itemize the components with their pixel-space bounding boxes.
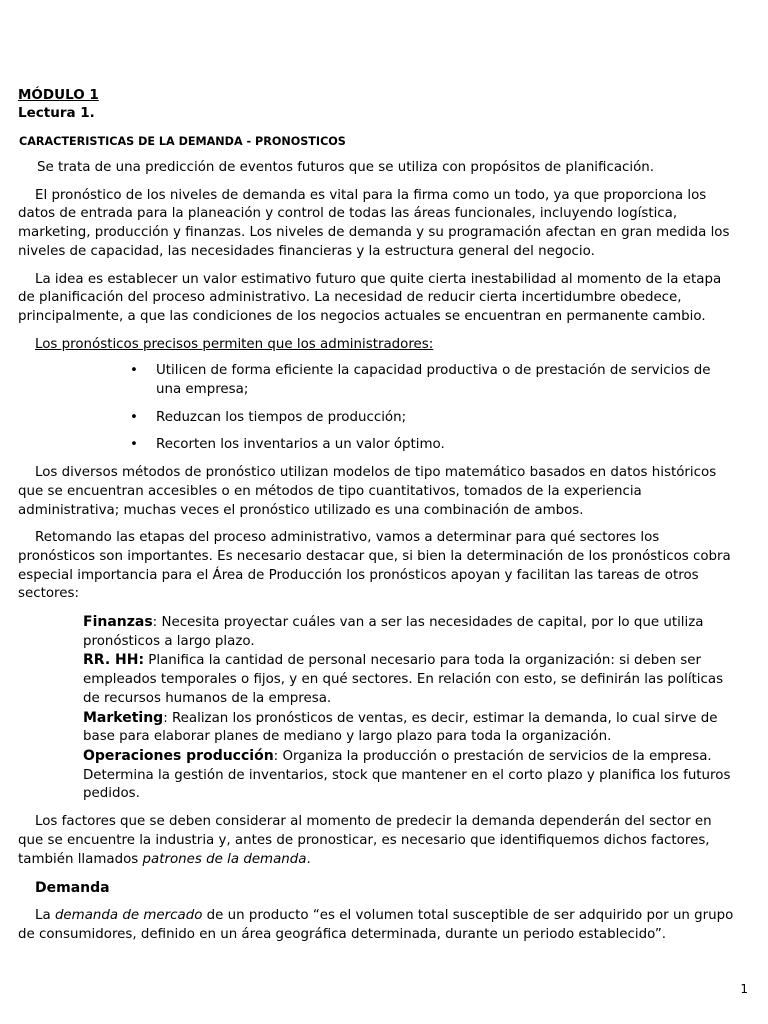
sector-text: : Necesita proyectar cuáles van a ser las necesidades de capital, por lo que utiliza pronósticos a largo plazo. [83,615,704,649]
section-heading-demanda: Demanda [35,880,110,897]
intro-paragraph [18,159,734,178]
bullet-list [18,362,734,455]
reading-title: Lectura 1. [18,105,95,121]
bullet-icon: • [130,437,138,453]
paragraph-4: Los diversos métodos de pronóstico utilizan modelos de tipo matemático basados en datos históricos que se encuentran accesibles o en métodos de tipo cuantitativos, tomados de la experiencia administrativa; muchas veces el pronóstico utilizado es una combinación de ambos. [18,465,717,518]
module-title: MÓDULO 1 [18,87,99,103]
list-item [18,409,734,428]
topic-heading: CARACTERISTICAS DE LA DEMANDA - PRONOSTICOS [19,135,346,148]
paragraph-6-end: . [306,851,311,867]
sector-name: Operaciones producción [83,747,274,764]
paragraph-6-text: Los factores que se deben considerar al momento de predecir la demanda dependerán del sector en que se encuentre la industria y, antes de pronosticar, es necesario que identifiquemos dichos factores, también llamados [18,814,712,867]
page-number: 1 [740,982,748,996]
paragraph-7-emphasis: demanda de mercado [54,907,203,923]
sector-item [83,747,734,804]
paragraph-1: El pronóstico de los niveles de demanda es vital para la firma como un todo, ya que proporciona los datos de entrada para la planeación y control de todas las áreas funcionales, incluyendo logística, marketing, producción y finanzas. Los niveles de demanda y su programación afectan en gran medida los niveles de capacidad, las necesidades financieras y la estructura general del negocio. [18,187,730,259]
paragraph-7 [18,907,734,944]
sector-item [83,613,734,651]
list-item [18,436,734,455]
list-item-text: Recorten los inventarios a un valor óptimo. [156,437,445,453]
sectors-list [83,613,734,804]
sector-name: RR. HH: [83,652,145,669]
sector-text: Planifica la cantidad de personal necesario para toda la organización: si deben ser empleados temporales o fijos, y en qué sectores. En relación con esto, se definirán las políticas de recursos humanos de la empresa. [83,653,724,706]
paragraph-6-emphasis: patrones de la demanda [142,851,307,867]
paragraph-6 [18,813,734,869]
intro-text: Se trata de una predicción de eventos futuros que se utiliza con propósitos de planificación. [37,160,655,175]
sector-text: : Organiza la producción o prestación de servicios de la empresa. Determina la gestión de inventarios, stock que mantener en el corto plazo y planifica los futuros pedidos. [83,748,731,802]
paragraph-2: La idea es establecer un valor estimativo futuro que quite cierta inestabilidad al momento de la etapa de planificación del proceso administrativo. La necesidad de reducir cierta incertidumbre obedece, principalmente, a que las condiciones de los negocios actuales se encuentran en permanente cambio. [18,271,722,324]
sector-item [83,709,734,747]
sector-name: Marketing [83,709,164,726]
bullet-icon: • [130,409,138,425]
list-lead-text: Los pronósticos precisos permiten que los administradores: [35,336,434,352]
page-content [18,87,734,944]
sector-text: : Realizan los pronósticos de ventas, es decir, estimar la demanda, lo cual sirve de base para elaborar planes de mediano y largo plazo para toda la organización. [83,710,718,745]
bullet-icon: • [130,363,138,379]
sector-name: Finanzas [83,614,153,631]
list-item-text: Reduzcan los tiempos de producción; [156,409,407,425]
paragraph-7-text-a: La [35,907,55,923]
sector-item [83,651,734,708]
paragraph-7-text-b: de un producto “es el volumen total susceptible de ser adquirido por un grupo de consumidores, definido en un área geográfica determinada, durante un periodo establecido”. [18,907,734,942]
paragraph-5: Retomando las etapas del proceso administrativo, vamos a determinar para qué sectores los pronósticos son importantes. Es necesario destacar que, si bien la determinación de los pronósticos cobra especial importancia para el Área de Producción los pronósticos apoyan y facilitan las tareas de otros sectores: [18,530,731,602]
list-item [18,362,734,399]
paragraph-3 [18,336,734,355]
list-item-text: Utilicen de forma eficiente la capacidad productiva o de prestación de servicios de una empresa; [156,363,711,398]
